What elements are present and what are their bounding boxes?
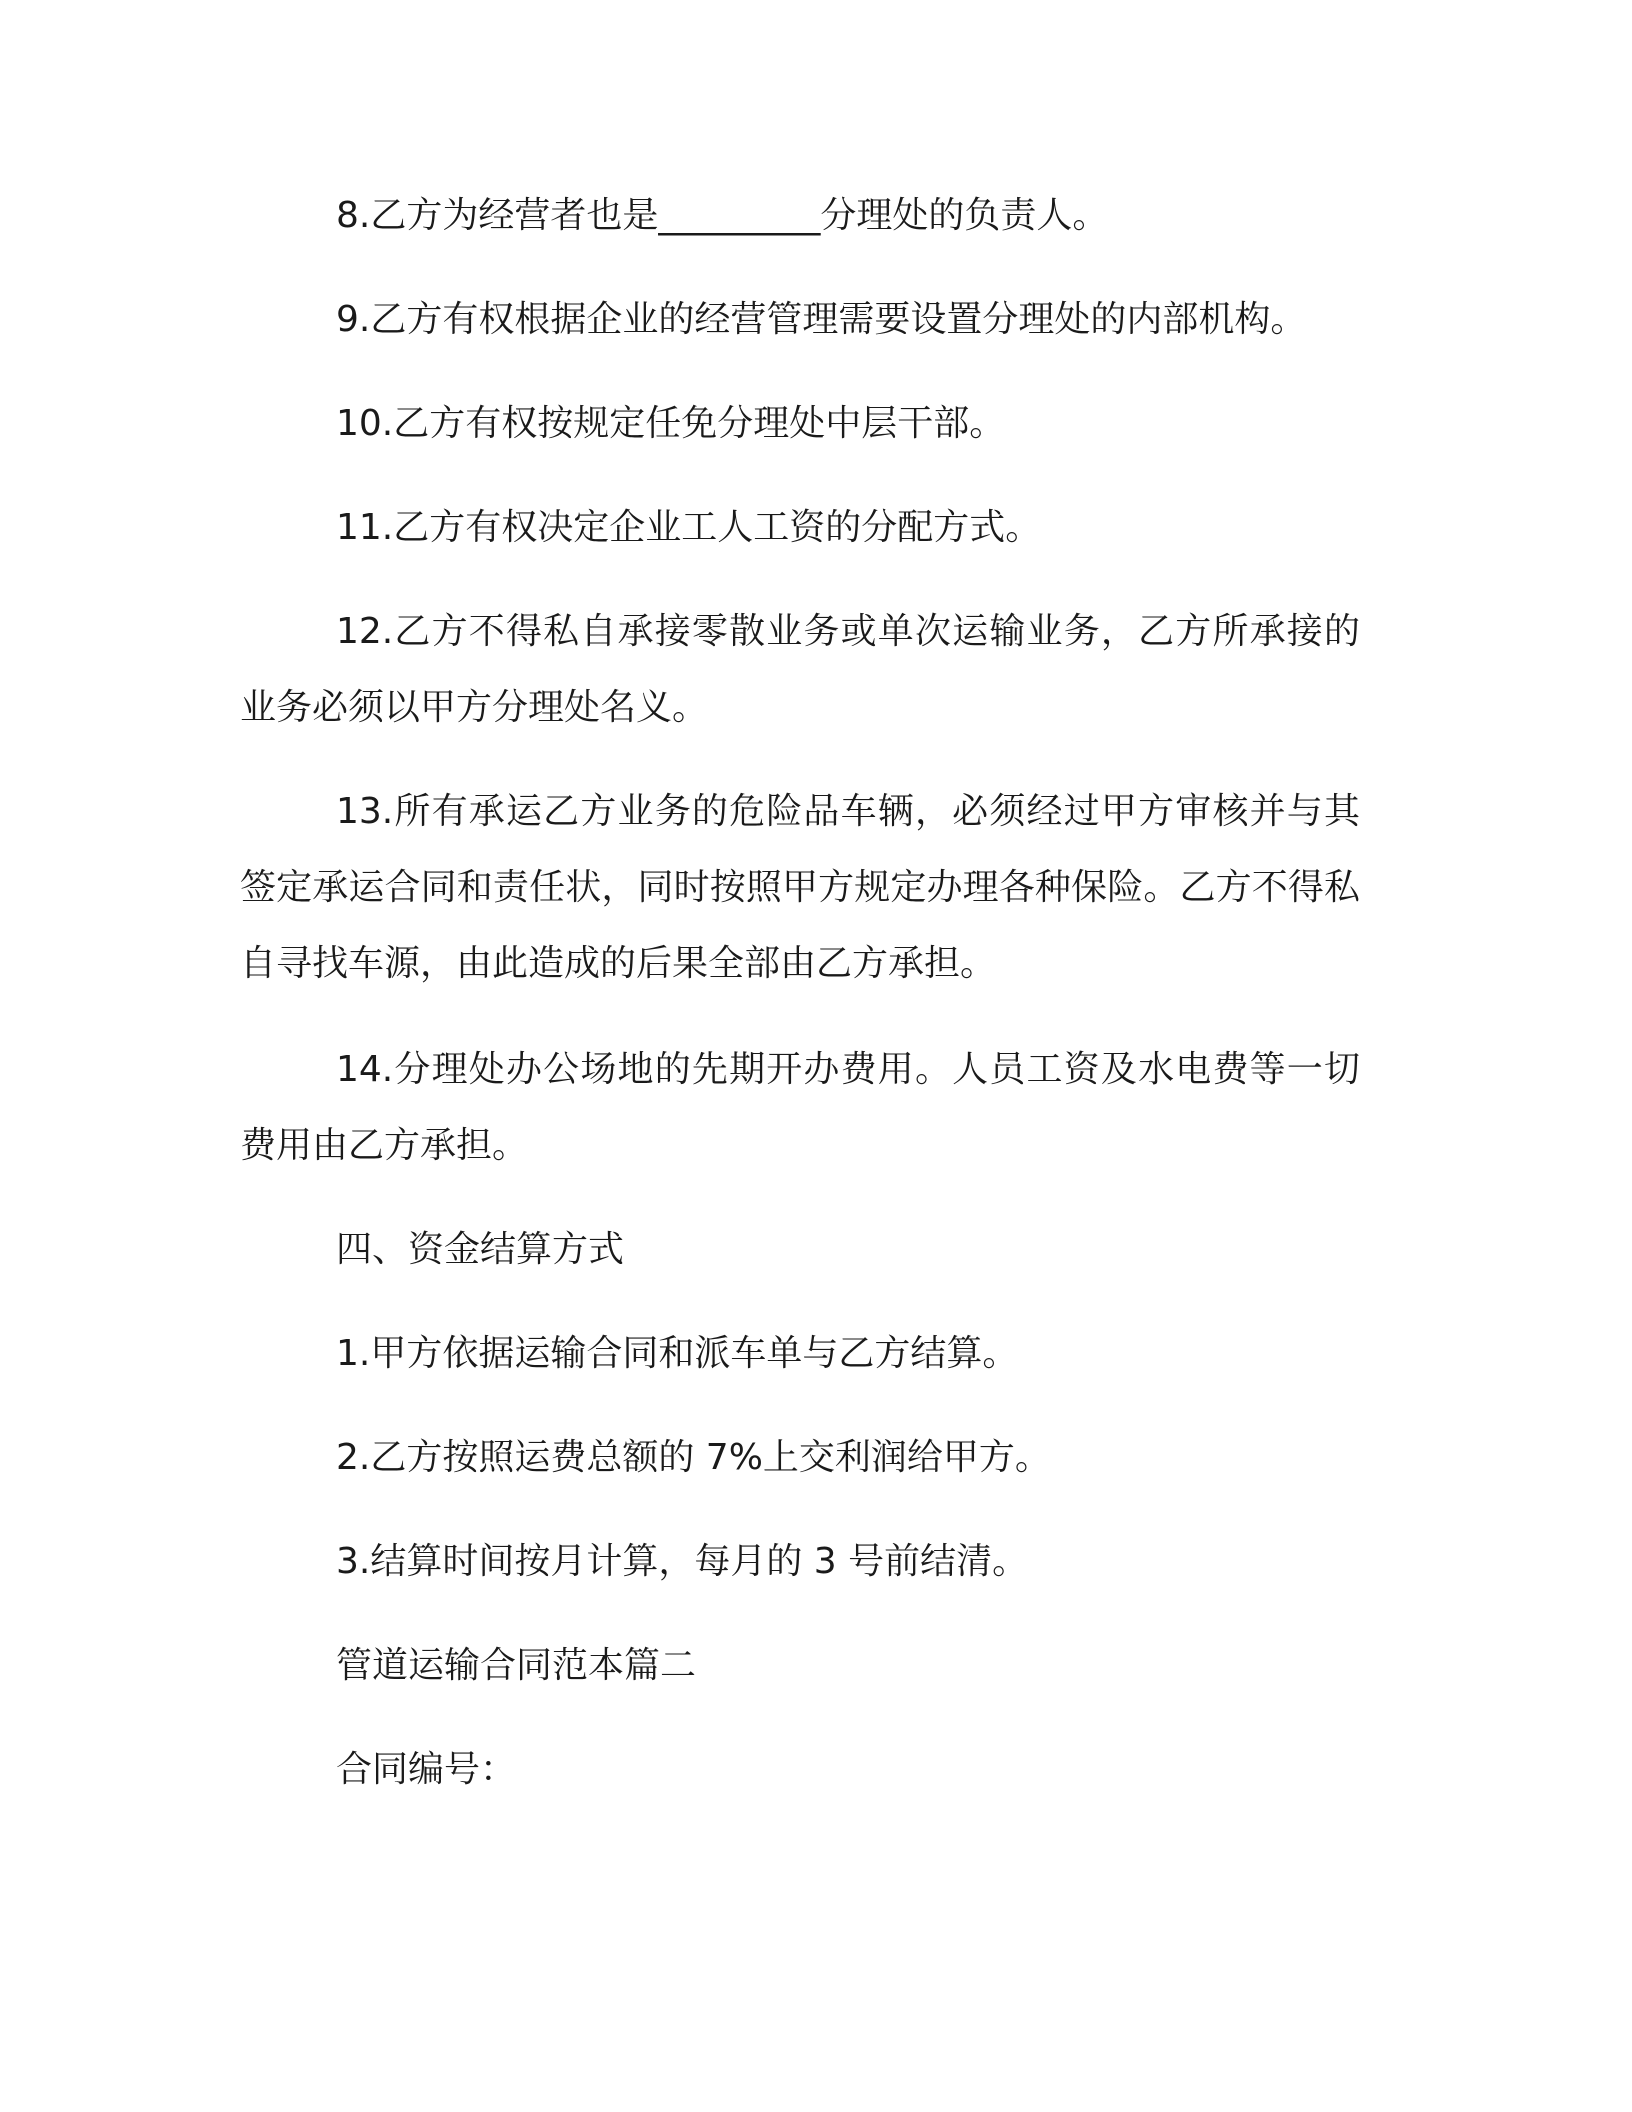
clause-13: 13.所有承运乙方业务的危险品车辆，必须经过甲方审核并与其签定承运合同和责任状，同时按照甲方规定办理各种保险。乙方不得私自寻找车源，由此造成的后果全部由乙方承担。: [240, 791, 1360, 984]
clause-8-text-end: 分理处的负责人。: [820, 195, 1109, 236]
settlement-clause-2: 2.乙方按照运费总额的 7%上交利润给甲方。: [336, 1437, 1051, 1478]
clause-10: 10.乙方有权按规定任免分理处中层干部。: [336, 403, 1006, 444]
clause-8: [240, 178, 1360, 254]
document-page: [240, 0, 1360, 2112]
settlement-clause-1: 1.甲方依据运输合同和派车单与乙方结算。: [336, 1333, 1019, 1374]
part-two-title: 管道运输合同范本篇二: [336, 1645, 697, 1686]
settlement-clause-3: 3.结算时间按月计算，每月的 3 号前结清。: [336, 1541, 1029, 1582]
contract-number-label: 合同编号：: [336, 1749, 517, 1790]
clause-8-text: 8.乙方为经营者也是: [336, 195, 659, 236]
clause-14: 14.分理处办公场地的先期开办费用。人员工资及水电费等一切费用由乙方承担。: [240, 1049, 1360, 1166]
clause-11: 11.乙方有权决定企业工人工资的分配方式。: [336, 507, 1042, 548]
clause-12: 12.乙方不得私自承接零散业务或单次运输业务，乙方所承接的业务必须以甲方分理处名义。: [240, 611, 1360, 728]
clause-8-blank: _________: [658, 195, 821, 236]
clause-9: 9.乙方有权根据企业的经营管理需要设置分理处的内部机构。: [336, 299, 1307, 340]
section-heading: 四、资金结算方式: [336, 1229, 625, 1270]
